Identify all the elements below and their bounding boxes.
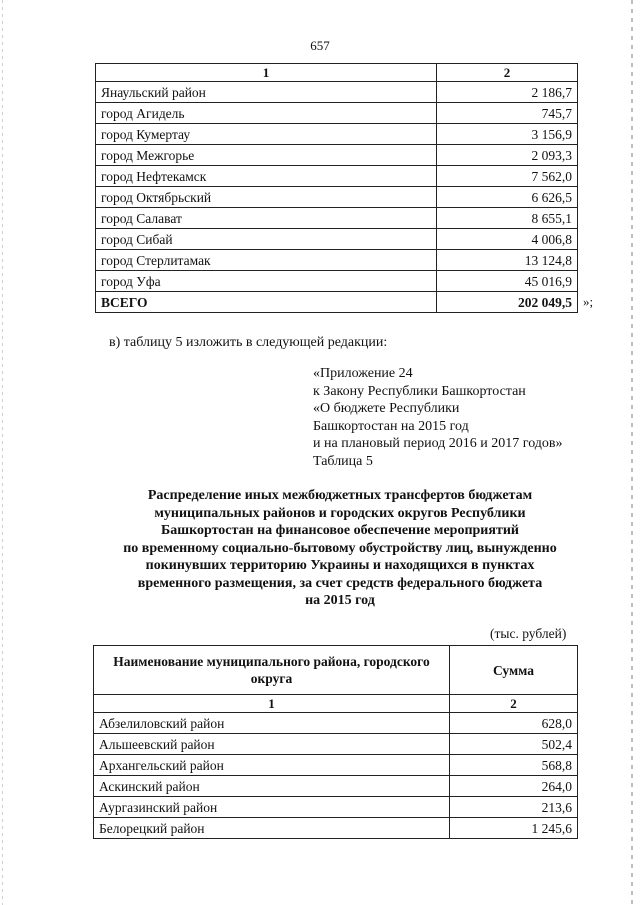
table-row <box>94 797 578 818</box>
row-name: Аскинский район <box>94 776 450 797</box>
row-name: город Кумертау <box>96 124 437 145</box>
row-name: Абзелиловский район <box>94 713 450 734</box>
allocation-table-continued <box>95 63 578 313</box>
row-name: город Октябрьский <box>96 187 437 208</box>
row-name: город Сибай <box>96 229 437 250</box>
title-line: Башкортостан на финансовое обеспечение мероприятий <box>161 523 519 538</box>
appendix-line: Башкортостан на 2015 год <box>313 418 469 434</box>
table-row <box>96 103 578 124</box>
amendment-paragraph: в) таблицу 5 изложить в следующей редакции: <box>109 335 388 350</box>
row-amount: 6 626,5 <box>437 187 578 208</box>
appendix-line: и на плановый период 2016 и 2017 годов» <box>313 436 563 451</box>
row-amount: 502,4 <box>450 734 578 755</box>
row-name: город Уфа <box>96 271 437 292</box>
row-amount: 8 655,1 <box>437 208 578 229</box>
row-amount: 4 006,8 <box>437 229 578 250</box>
document-title <box>80 487 600 610</box>
column-number-1: 1 <box>94 695 450 713</box>
appendix-line: «О бюджете Республики <box>313 401 460 416</box>
page-number: 657 <box>310 38 330 53</box>
row-amount: 2 093,3 <box>437 145 578 166</box>
row-amount: 13 124,8 <box>437 250 578 271</box>
row-amount: 45 016,9 <box>437 271 578 292</box>
row-name: Белорецкий район <box>94 818 450 839</box>
title-line: Распределение иных межбюджетных трансфертов бюджетам <box>147 488 533 503</box>
row-amount: 745,7 <box>437 103 578 124</box>
column-number-row <box>94 695 578 713</box>
row-name: город Межгорье <box>96 145 437 166</box>
row-name: Архангельский район <box>94 755 450 776</box>
table-header-row <box>94 646 578 695</box>
row-name: город Агидель <box>96 103 437 124</box>
table-row <box>96 208 578 229</box>
scan-edge-right <box>631 0 633 905</box>
table-row <box>96 166 578 187</box>
row-amount: 7 562,0 <box>437 166 578 187</box>
title-line: муниципальных районов и городских округов Республики <box>154 505 526 521</box>
row-name: Аургазинский район <box>94 797 450 818</box>
row-amount: 628,0 <box>450 713 578 734</box>
table-row <box>96 145 578 166</box>
row-amount: 568,8 <box>450 755 578 776</box>
row-amount: 1 245,6 <box>450 818 578 839</box>
title-line: временного размещения, за счет средств федерального бюджета <box>137 575 543 591</box>
row-amount: 2 186,7 <box>437 82 578 103</box>
title-line: на 2015 год <box>305 593 375 608</box>
allocation-table-5 <box>93 645 578 839</box>
table-row <box>94 713 578 734</box>
column-header-name: Наименование муниципального района, городского округа <box>94 646 450 695</box>
table-row <box>96 124 578 145</box>
total-label: ВСЕГО <box>96 292 437 313</box>
closing-quote-mark: »; <box>583 294 594 309</box>
table-row <box>96 187 578 208</box>
appendix-line: к Закону Республики Башкортостан <box>313 383 526 399</box>
table-row <box>96 82 578 103</box>
units-label: (тыс. рублей) <box>490 626 567 641</box>
table-row <box>96 229 578 250</box>
title-line: покинувших территорию Украины и находящихся в пунктах <box>145 558 535 573</box>
table-number: Таблица 5 <box>313 453 373 469</box>
row-amount: 213,6 <box>450 797 578 818</box>
table-row <box>94 734 578 755</box>
scan-edge-left <box>2 0 3 905</box>
column-number-2: 2 <box>450 695 578 713</box>
total-row <box>96 292 578 313</box>
row-amount: 264,0 <box>450 776 578 797</box>
row-name: город Стерлитамак <box>96 250 437 271</box>
row-name: город Салават <box>96 208 437 229</box>
total-amount: 202 049,5 <box>437 292 578 313</box>
title-line: по временному социально-бытовому обустройству лиц, вынужденно <box>123 540 557 556</box>
row-name: город Нефтекамск <box>96 166 437 187</box>
table-header-row <box>96 64 578 82</box>
column-header-amount: Сумма <box>450 646 578 695</box>
column-number-1: 1 <box>96 64 437 82</box>
table-row <box>94 776 578 797</box>
column-number-2: 2 <box>437 64 578 82</box>
row-amount: 3 156,9 <box>437 124 578 145</box>
table-row <box>96 271 578 292</box>
table-row <box>96 250 578 271</box>
appendix-line: «Приложение 24 <box>313 366 413 381</box>
row-name: Альшеевский район <box>94 734 450 755</box>
table-row <box>94 755 578 776</box>
table-row <box>94 818 578 839</box>
appendix-reference <box>313 365 563 470</box>
row-name: Янаульский район <box>96 82 437 103</box>
